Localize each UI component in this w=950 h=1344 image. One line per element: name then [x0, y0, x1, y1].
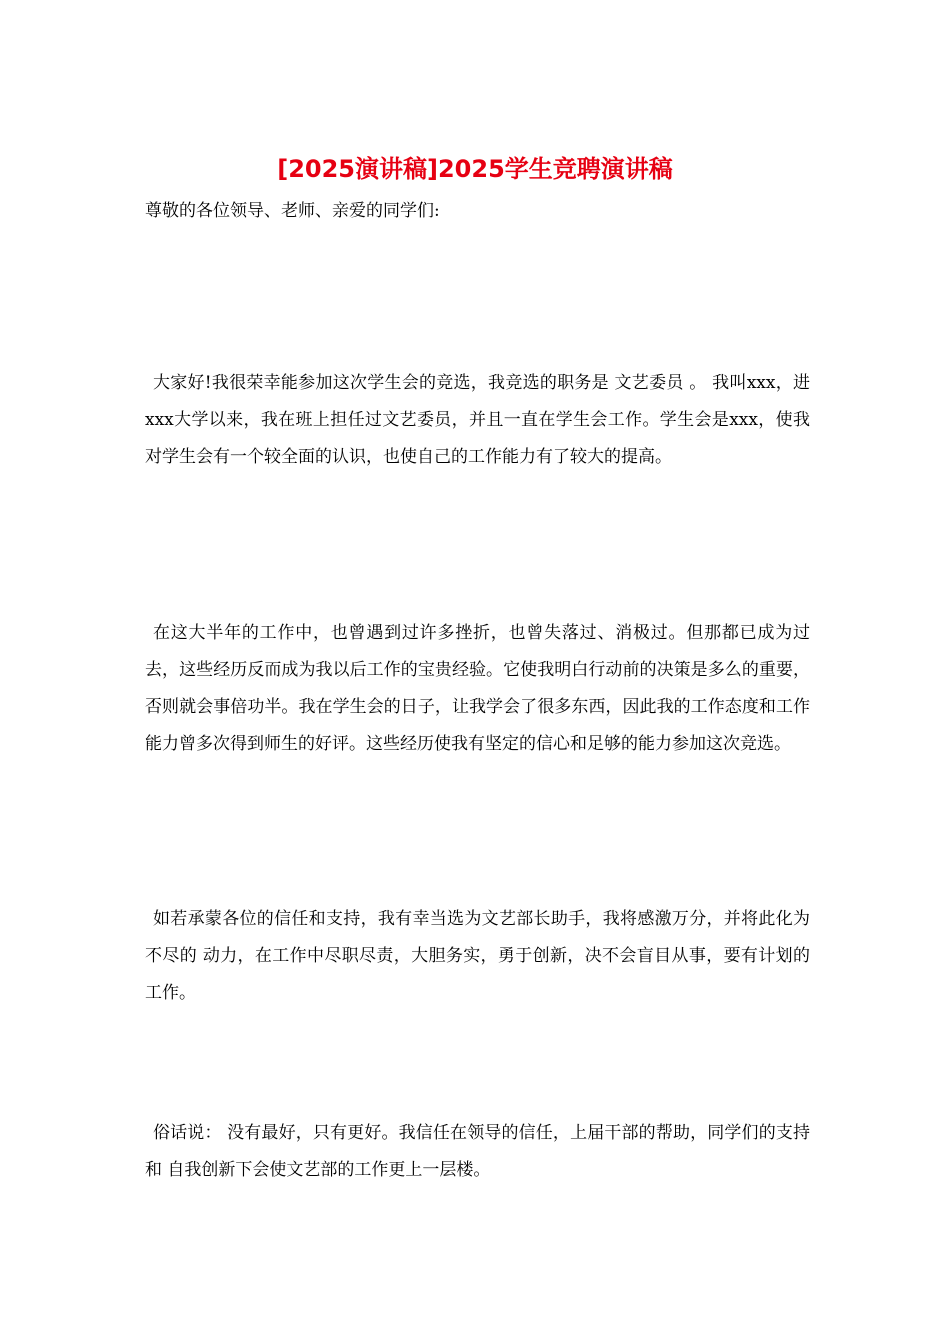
paragraph-closing: 俗话说： 没有最好，只有更好。我信任在领导的信任，上届干部的帮助，同学们的支持和 自我创新下会使文艺部的工作更上一层楼。 — [145, 1123, 810, 1180]
document-title: [2025演讲稿]2025学生竞聘演讲稿 — [277, 155, 673, 183]
salutation: 尊敬的各位领导、老师、亲爱的同学们: — [145, 201, 440, 221]
paragraph-experience: 在这大半年的工作中，也曾遇到过许多挫折，也曾失落过、消极过。但那都已成为过去，这些经历反而成为我以后工作的宝贵经验。它使我明白行动前的决策是多么的重要，否则就会事倍功半。我在学生会的日子，让我学会了很多东西，因此我的工作态度和工作能力曾多次得到师生的好评。这些经历使我有坚定的信心和足够的能力参加这次竞选。 — [145, 623, 810, 754]
paragraph-commitment: 如若承蒙各位的信任和支持，我有幸当选为文艺部长助手，我将感激万分，并将此化为不尽的 动力，在工作中尽职尽责，大胆务实，勇于创新，决不会盲目从事，要有计划的工作。 — [145, 909, 810, 1003]
paragraph-intro: 大家好!我很荣幸能参加这次学生会的竞选，我竞选的职务是 文艺委员 。 我叫xxx，进xxx大学以来，我在班上担任过文艺委员，并且一直在学生会工作。学生会是xxx，使我对学生会有一个较全面的认识，也使自己的工作能力有了较大的提高。 — [145, 373, 810, 467]
